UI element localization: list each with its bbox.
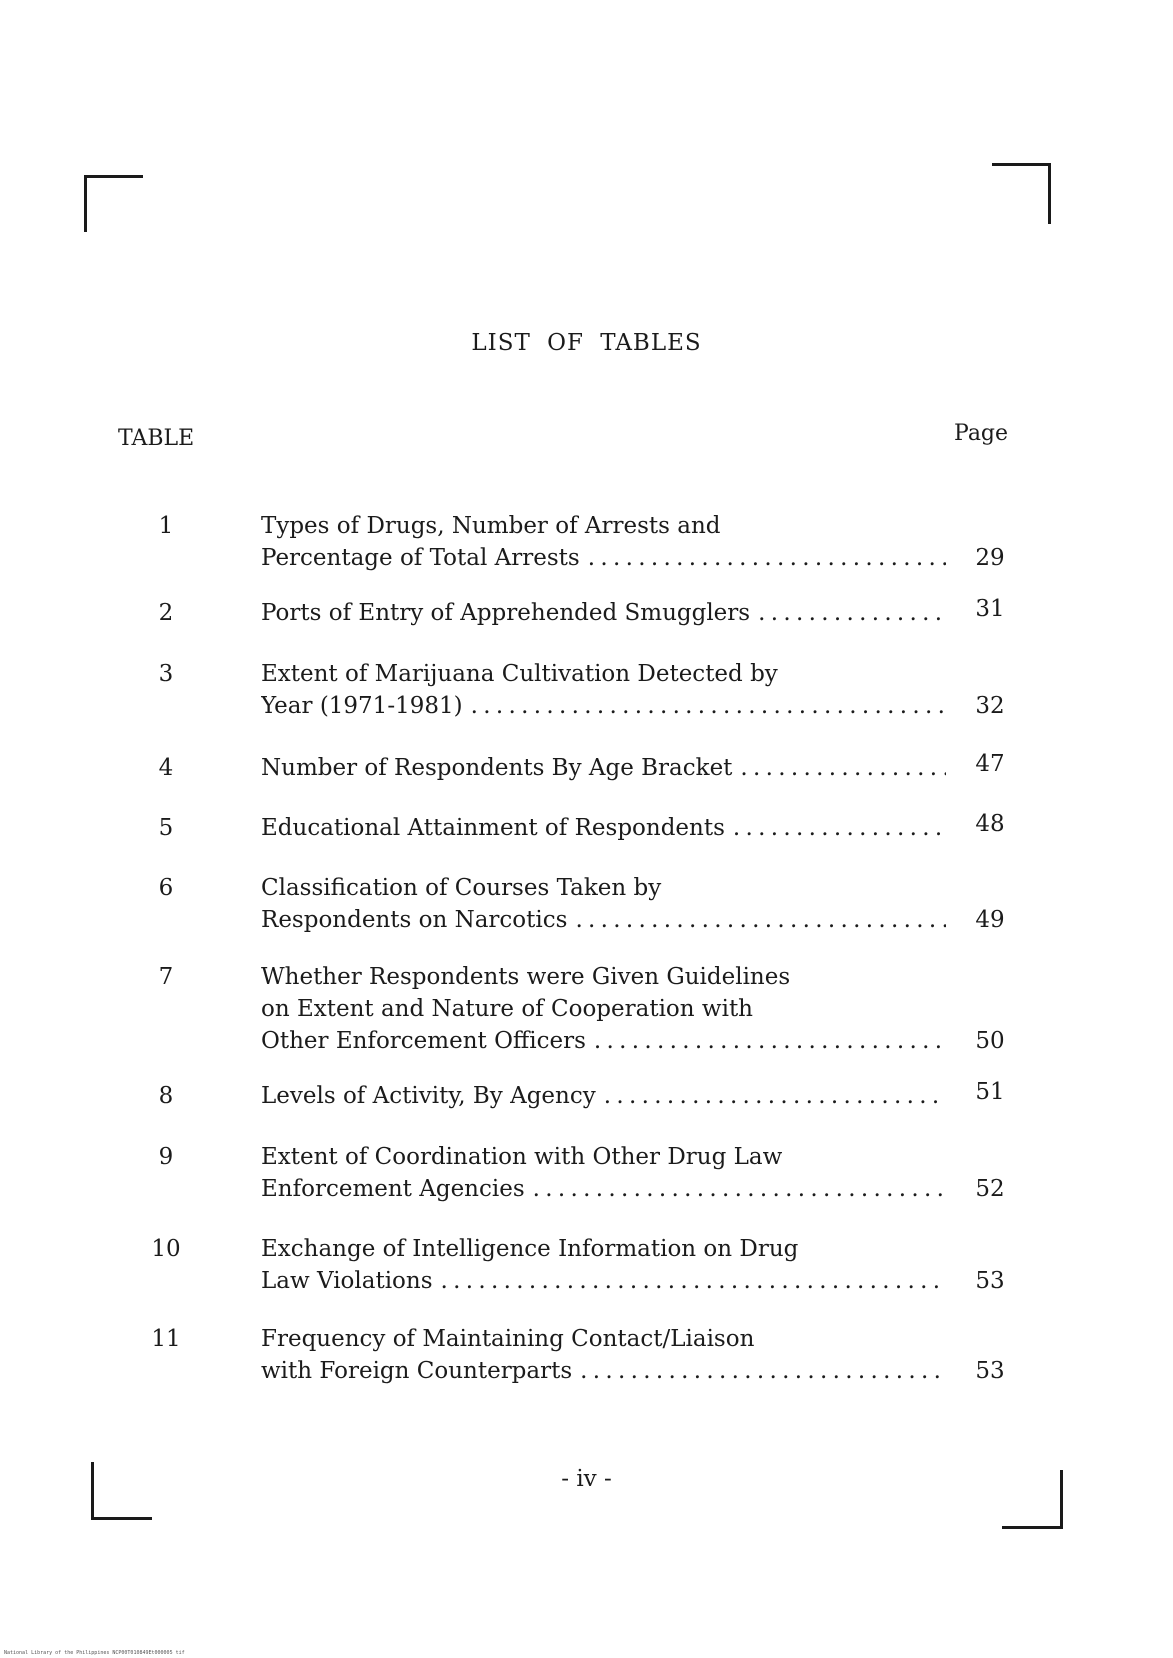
caption-line bbox=[261, 961, 946, 993]
table-number: 3 bbox=[158, 661, 174, 687]
dot-leader bbox=[533, 1173, 946, 1205]
caption-line-text: Number of Respondents By Age Bracket bbox=[261, 755, 733, 781]
table-number: 2 bbox=[158, 600, 174, 626]
caption-line-text: Extent of Coordination with Other Drug Law bbox=[261, 1144, 783, 1170]
crop-mark-top-left bbox=[84, 175, 143, 232]
page-number: - iv - bbox=[561, 1466, 612, 1492]
table-caption bbox=[261, 872, 946, 936]
table-number: 11 bbox=[151, 1326, 181, 1352]
caption-line bbox=[261, 1265, 946, 1297]
caption-line bbox=[261, 1141, 946, 1173]
caption-line-text: Respondents on Narcotics bbox=[261, 907, 568, 933]
caption-line-text: Percentage of Total Arrests bbox=[261, 545, 580, 571]
caption-line-text: Ports of Entry of Apprehended Smugglers bbox=[261, 600, 751, 626]
caption-line-text: Exchange of Intelligence Information on Drug bbox=[261, 1236, 799, 1262]
caption-line bbox=[261, 1355, 946, 1387]
dot-leader bbox=[580, 1355, 946, 1387]
caption-line-text: Frequency of Maintaining Contact/Liaison bbox=[261, 1326, 755, 1352]
caption-line-text: Levels of Activity, By Agency bbox=[261, 1083, 596, 1109]
caption-line bbox=[261, 542, 946, 574]
page-ref: 53 bbox=[975, 1358, 1005, 1384]
table-caption bbox=[261, 1141, 946, 1205]
page-ref: 29 bbox=[975, 545, 1005, 571]
dot-leader bbox=[441, 1265, 946, 1297]
table-caption bbox=[261, 1233, 946, 1297]
caption-line bbox=[261, 597, 946, 629]
table-caption bbox=[261, 961, 946, 1057]
dot-leader bbox=[575, 904, 946, 936]
table-caption bbox=[261, 1080, 946, 1112]
caption-line-text: Educational Attainment of Respondents bbox=[261, 815, 725, 841]
caption-line bbox=[261, 1323, 946, 1355]
caption-line-text: Year (1971-1981) bbox=[261, 693, 463, 719]
table-number: 4 bbox=[158, 755, 174, 781]
dot-leader bbox=[604, 1080, 946, 1112]
table-caption bbox=[261, 752, 946, 784]
caption-line bbox=[261, 812, 946, 844]
caption-line bbox=[261, 904, 946, 936]
caption-line bbox=[261, 752, 946, 784]
dot-leader bbox=[588, 542, 946, 574]
caption-line-text: Enforcement Agencies bbox=[261, 1176, 525, 1202]
dot-leader bbox=[594, 1025, 946, 1057]
table-number: 5 bbox=[158, 815, 174, 841]
caption-line-text: Whether Respondents were Given Guidelines bbox=[261, 964, 791, 990]
table-caption bbox=[261, 510, 946, 574]
caption-line bbox=[261, 993, 946, 1025]
caption-line-text: Law Violations bbox=[261, 1268, 433, 1294]
column-header-table: TABLE bbox=[118, 426, 195, 451]
table-number: 1 bbox=[158, 513, 174, 539]
caption-line bbox=[261, 872, 946, 904]
caption-line-text: on Extent and Nature of Cooperation with bbox=[261, 996, 753, 1022]
caption-line bbox=[261, 1233, 946, 1265]
caption-line bbox=[261, 510, 946, 542]
footer-note: National Library of the Philippines NCP00T010849Et000005 tif bbox=[4, 1650, 185, 1656]
crop-mark-top-right bbox=[992, 163, 1051, 224]
caption-line-text: Other Enforcement Officers bbox=[261, 1028, 586, 1054]
caption-line bbox=[261, 1025, 946, 1057]
caption-line-text: Classification of Courses Taken by bbox=[261, 875, 662, 901]
caption-line bbox=[261, 690, 946, 722]
dot-leader bbox=[733, 812, 946, 844]
page-ref: 48 bbox=[975, 811, 1005, 837]
caption-line bbox=[261, 1080, 946, 1112]
page-ref: 51 bbox=[975, 1079, 1005, 1105]
page-ref: 52 bbox=[975, 1176, 1005, 1202]
table-caption bbox=[261, 658, 946, 722]
table-caption bbox=[261, 597, 946, 629]
page-ref: 53 bbox=[975, 1268, 1005, 1294]
page-ref: 49 bbox=[975, 907, 1005, 933]
page-ref: 31 bbox=[975, 596, 1005, 622]
table-number: 6 bbox=[158, 875, 174, 901]
page-ref: 32 bbox=[975, 693, 1005, 719]
caption-line-text: with Foreign Counterparts bbox=[261, 1358, 573, 1384]
table-number: 9 bbox=[158, 1144, 174, 1170]
caption-line-text: Extent of Marijuana Cultivation Detected by bbox=[261, 661, 778, 687]
table-caption bbox=[261, 812, 946, 844]
caption-line-text: Types of Drugs, Number of Arrests and bbox=[261, 513, 721, 539]
dot-leader bbox=[740, 752, 946, 784]
caption-line bbox=[261, 658, 946, 690]
page-ref: 47 bbox=[975, 751, 1005, 777]
table-number: 7 bbox=[158, 964, 174, 990]
column-header-page: Page bbox=[954, 421, 1009, 446]
table-number: 10 bbox=[151, 1236, 181, 1262]
table-number: 8 bbox=[158, 1083, 174, 1109]
caption-line bbox=[261, 1173, 946, 1205]
dot-leader bbox=[471, 690, 946, 722]
dot-leader bbox=[758, 597, 946, 629]
table-caption bbox=[261, 1323, 946, 1387]
page-title: LIST OF TABLES bbox=[471, 330, 702, 356]
page-ref: 50 bbox=[975, 1028, 1005, 1054]
